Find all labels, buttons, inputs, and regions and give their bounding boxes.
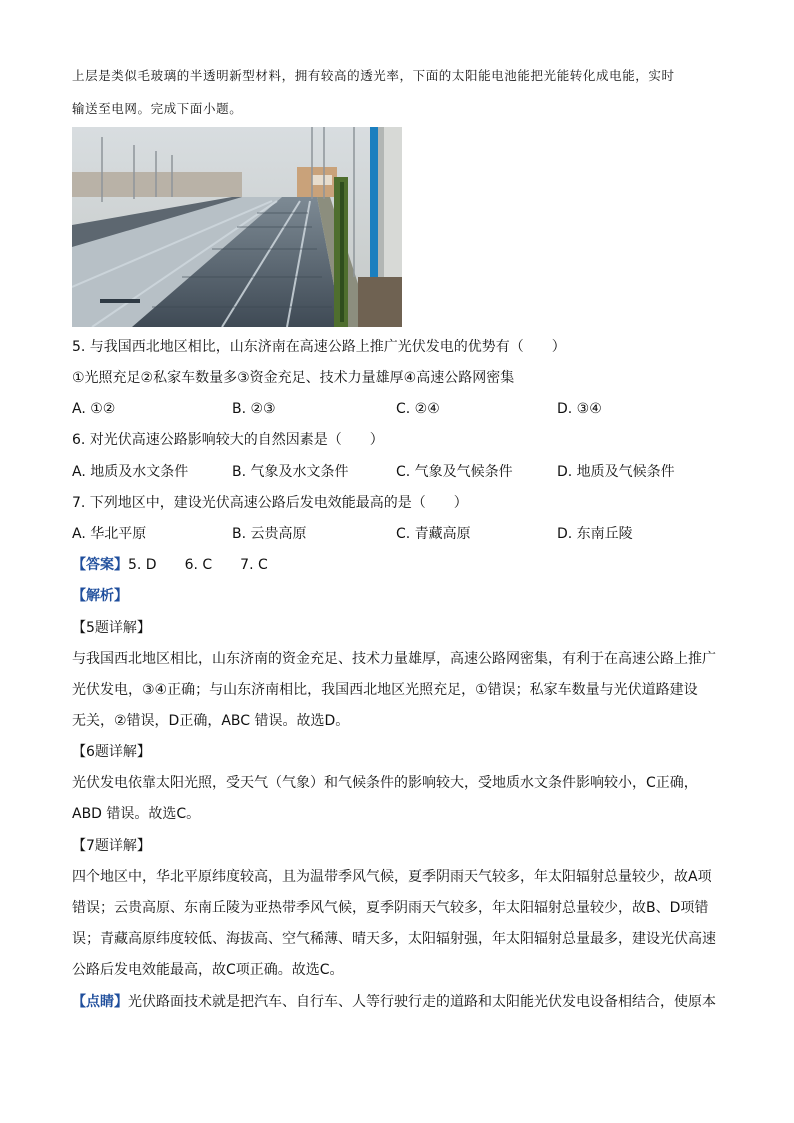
- q7-option-a: A. 华北平原: [72, 526, 147, 542]
- q7-option-d: D. 东南丘陵: [557, 526, 633, 542]
- detail-7-line-3: 误；青藏高原纬度较低、海拔高、空气稀薄、晴天多，太阳辐射强，年太阳辐射总量最多，建设光伏高速: [72, 931, 716, 947]
- comment-text: 光伏路面技术就是把汽车、自行车、人等行驶行走的道路和太阳能光伏发电设备相结合，使原本: [128, 994, 716, 1010]
- detail-7-line-4: 公路后发电效能最高，故C项正确。故选C。: [72, 962, 344, 978]
- intro-line-2: 输送至电网。完成下面小题。: [72, 101, 243, 116]
- comment-row: [72, 992, 716, 1012]
- question-5-stem: 5. 与我国西北地区相比，山东济南在高速公路上推广光伏发电的优势有（ ）: [72, 339, 566, 355]
- photovoltaic-highway-photo: [72, 127, 402, 327]
- answer-label: 【答案】: [72, 557, 128, 573]
- q6-option-b: B. 气象及水文条件: [232, 464, 349, 480]
- q7-option-b: B. 云贵高原: [232, 526, 307, 542]
- question-6-stem: 6. 对光伏高速公路影响较大的自然因素是（ ）: [72, 432, 384, 448]
- detail-5-line-2: 光伏发电，③④正确；与山东济南相比，我国西北地区光照充足，①错误；私家车数量与光伏道路建设: [72, 682, 698, 698]
- analysis-label-text: 【解析】: [72, 588, 128, 604]
- analysis-label: [72, 586, 128, 606]
- answer-row: [72, 555, 268, 575]
- question-7-stem: 7. 下列地区中，建设光伏高速公路后发电效能最高的是（ ）: [72, 495, 468, 511]
- q5-option-c: C. ②④: [396, 401, 440, 417]
- q7-option-c: C. 青藏高原: [396, 526, 471, 542]
- detail-7-title: 【7题详解】: [72, 838, 151, 854]
- question-5-items: ①光照充足②私家车数量多③资金充足、技术力量雄厚④高速公路网密集: [72, 370, 515, 386]
- detail-5-line-1: 与我国西北地区相比，山东济南的资金充足、技术力量雄厚，高速公路网密集，有利于在高速公路上推广: [72, 651, 716, 667]
- intro-line-1: 上层是类似毛玻璃的半透明新型材料，拥有较高的透光率，下面的太阳能电池能把光能转化成电能，实时: [72, 68, 675, 83]
- q5-option-b: B. ②③: [232, 401, 276, 417]
- q6-option-d: D. 地质及气候条件: [557, 464, 675, 480]
- q6-option-c: C. 气象及气候条件: [396, 464, 513, 480]
- detail-7-line-1: 四个地区中，华北平原纬度较高，且为温带季风气候，夏季阴雨天气较多，年太阳辐射总量较少，故A项: [72, 869, 712, 885]
- q5-option-d: D. ③④: [557, 401, 602, 417]
- q6-option-a: A. 地质及水文条件: [72, 464, 189, 480]
- q5-option-a: A. ①②: [72, 401, 116, 417]
- detail-5-title: 【5题详解】: [72, 620, 151, 636]
- comment-label: 【点睛】: [72, 994, 128, 1010]
- detail-6-line-2: ABD 错误。故选C。: [72, 806, 201, 822]
- detail-5-line-3: 无关，②错误，D正确，ABC 错误。故选D。: [72, 713, 350, 729]
- detail-6-line-1: 光伏发电依靠太阳光照，受天气（气象）和气候条件的影响较大，受地质水文条件影响较小，C正确，: [72, 775, 698, 791]
- detail-7-line-2: 错误；云贵高原、东南丘陵为亚热带季风气候，夏季阴雨天气较多，年太阳辐射总量较少，故B、D项错: [72, 900, 709, 916]
- answer-text: 5. D 6. C 7. C: [128, 557, 268, 573]
- detail-6-title: 【6题详解】: [72, 744, 151, 760]
